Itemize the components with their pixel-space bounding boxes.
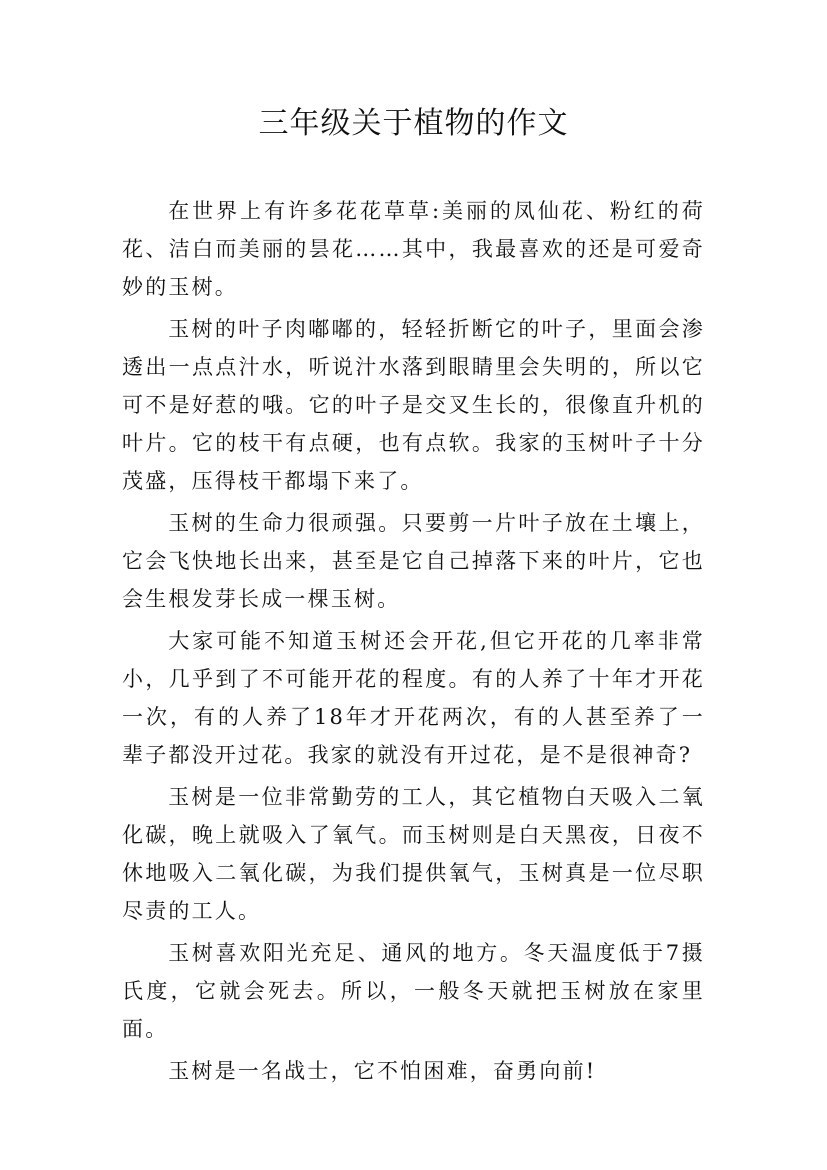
paragraph-intro: 在世界上有许多花花草草:美丽的凤仙花、粉红的荷花、洁白而美丽的昙花……其中，我最喜欢的还是可爱奇妙的玉树。 bbox=[122, 199, 705, 299]
paragraph-leaves: 玉树的叶子肉嘟嘟的，轻轻折断它的叶子，里面会渗透出一点点汁水，听说汁水落到眼睛里会失明的，所以它可不是好惹的哦。它的叶子是交叉生长的，很像直升机的叶片。它的枝干有点硬，也有点软。我家的玉树叶子十分茂盛，压得枝干都塌下来了。 bbox=[122, 317, 705, 493]
document-title: 三年级关于植物的作文 bbox=[258, 106, 569, 141]
paragraph-conclusion: 玉树是一名战士，它不怕困难，奋勇向前! bbox=[168, 1059, 597, 1083]
paragraph-oxygen: 玉树是一位非常勤劳的工人，其它植物白天吸入二氧化碳，晚上就吸入了氧气。而玉树则是白天黑夜，日夜不休地吸入二氧化碳，为我们提供氧气，玉树真是一位尽职尽责的工人。 bbox=[122, 785, 705, 923]
paragraph-environment: 玉树喜欢阳光充足、通风的地方。冬天温度低于7摄氏度，它就会死去。所以，一般冬天就把玉树放在家里面。 bbox=[122, 941, 705, 1041]
paragraph-vitality: 玉树的生命力很顽强。只要剪一片叶子放在土壤上，它会飞快地长出来，甚至是它自己掉落下来的叶片，它也会生根发芽长成一棵玉树。 bbox=[122, 511, 705, 611]
paragraph-flowering: 大家可能不知道玉树还会开花,但它开花的几率非常小，几乎到了不可能开花的程度。有的人养了十年才开花一次，有的人养了18年才开花两次，有的人甚至养了一辈子都没开过花。我家的就没有开过花，是不是很神奇? bbox=[122, 629, 705, 767]
